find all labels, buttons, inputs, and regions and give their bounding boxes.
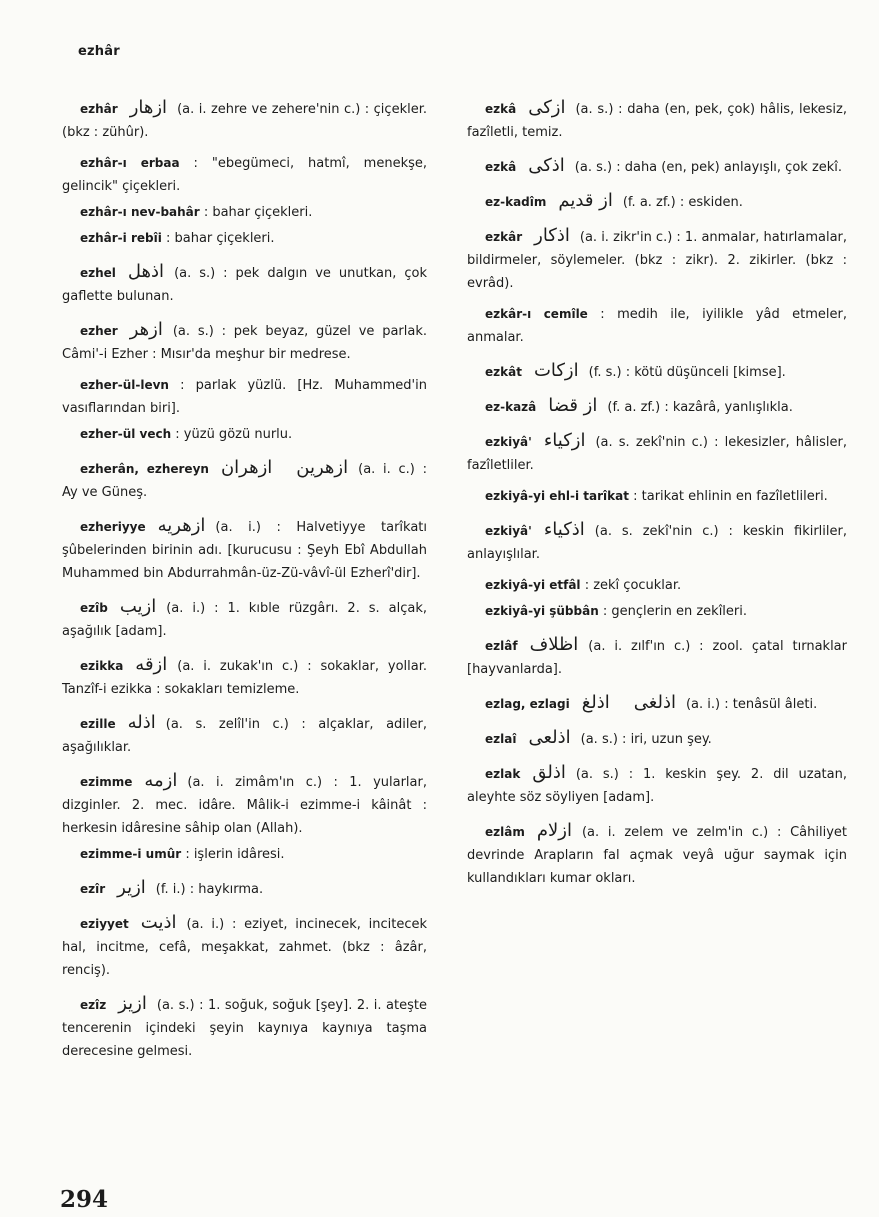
entry-ezheriyye [62,514,427,585]
entry-ez-kadim [467,189,847,214]
arabic-spelling: اذلعى [528,727,571,748]
entry-ezkat [467,359,847,384]
headword: ezherân, ezhereyn [80,462,209,476]
definition: (a. i.) : Halvetiyye tarîkatı şûbelerinden birinin adı. [kurucusu : Şeyh Ebî Abdullah Muhammed bin Abdurrahmân-üz-Zü-vâvî-ül Ezherî'dir]. [62,520,427,581]
entry-ezlaf [467,633,847,681]
definition: (a. s.) : daha (en, pek, çok) hâlis, lekesiz, fazîletli, temiz. [467,102,847,140]
running-head: ezhâr [78,44,120,59]
arabic-spelling: اذهل [127,261,165,282]
headword: ezlag, ezlagi [485,697,570,711]
arabic-spelling: ازهران [220,457,273,478]
arabic-spelling: اذكياء [543,519,585,540]
definition: (f. a. zf.) : kazârâ, yanlışlıkla. [607,400,793,415]
arabic-spelling: اذلق [532,762,566,783]
definition: : medih ile, iyilikle yâd etmeler, anmalar. [467,307,848,345]
entry-ezkar [467,224,847,295]
entry-eziz [62,992,427,1063]
headword: ezkâ [485,160,517,174]
headword: ez-kazâ [485,400,537,414]
definition: (a. s.) : pek dalgın ve unutkan, çok gaflette bulunan. [62,266,427,304]
headword: ezher-ül vech [80,427,172,441]
headword: ezhâr [80,102,118,116]
entry-ezlai [467,726,847,751]
arabic-spelling: اذكار [534,225,570,246]
headword: ezimme-i umûr [80,847,182,861]
arabic-spelling: ازمه [144,770,178,791]
definition: : işlerin idâresi. [185,847,285,862]
definition: (a. s.) : 1. soğuk, soğuk [şey]. 2. i. ateşte tencerenin içindeki şeyin kaynıya kaynıya taşma derecesine gelmesi. [62,998,427,1059]
definition: : bahar çiçekleri. [203,205,313,220]
entry-ezimme-i-umur [62,843,427,866]
arabic-spelling: ازلام [536,820,572,841]
headword: ezkiyâ-yi ehl-i tarîkat [485,489,629,503]
arabic-spelling: ازير [117,877,146,898]
headword: ezhel [80,266,116,280]
headword: ezhâr-ı nev-bahâr [80,205,200,219]
definition: (a. i. zılf'ın c.) : zool. çatal tırnaklar [hayvanlarda]. [467,639,847,677]
definition: (a. i. zehre ve zehere'nin c.) : çiçekler. (bkz : zühûr). [62,102,427,140]
definition: (a. s.) : iri, uzun şey. [580,732,712,747]
entry-ezher [62,318,427,366]
arabic-spelling: اظلاف [529,634,579,655]
headword: ezîz [80,998,107,1012]
entry-ezkiya-yi-etfal [467,574,847,597]
arabic-spelling: ازكى [528,97,566,118]
entry-ezlak [467,761,847,809]
arabic-spelling: اذكى [528,155,565,176]
entry-ezhar-i-erbaa [62,152,427,198]
headword: ezher-ül-levn [80,378,169,392]
entry-ezkiya-1 [467,429,847,477]
headword: ezkâ [485,102,517,116]
entry-ez-kaza [467,394,847,419]
entry-eziyyet [62,911,427,982]
entry-ezir [62,876,427,901]
headword: ezkâr-ı cemîle [485,307,588,321]
headword: ezîr [80,882,106,896]
page-number: 294 [60,1186,109,1213]
definition: (a. i. zelem ve zelm'in c.) : Câhiliyet devrinde Arapların fal açmak veyâ uğur saymak için kullandıkları kumar okları. [467,825,847,886]
definition: : zekî çocuklar. [584,578,682,593]
entry-ezka-2 [467,154,847,179]
headword: ezkiyâ' [485,435,532,449]
headword: ezheriyye [80,520,146,534]
headword: ezille [80,717,116,731]
definition: (a. i. c.) : Ay ve Güneş. [62,462,427,500]
entry-ezkiya-yi-subban [467,600,847,623]
entry-ezhar [62,96,427,144]
definition: (a. s. zelîl'in c.) : alçaklar, adiler, aşağılıklar. [62,717,427,755]
arabic-spelling: ازقه [135,654,168,675]
definition: (a. i. zukak'ın c.) : sokaklar, yollar. Tanzîf-i ezikka : sokakları temizleme. [62,659,427,697]
headword: ezhâr-ı erbaa [80,156,180,170]
arabic-spelling: ازهريه [157,515,206,536]
entry-ezimme [62,769,427,840]
headword: ezkiyâ-yi şübbân [485,604,599,618]
definition: (a. s. zekî'nin c.) : keskin fikirliler, anlayışlılar. [467,524,847,562]
headword: ezlâm [485,825,525,839]
definition: : bahar çiçekleri. [165,231,275,246]
entry-ezlag [467,691,847,716]
arabic-spelling: ازهار [129,97,168,118]
headword: ezkâr [485,230,523,244]
definition: (f. a. zf.) : eskiden. [622,195,743,210]
left-column [62,96,427,1071]
right-column [467,96,847,898]
entry-ezkiya-2 [467,518,847,566]
definition: : parlak yüzlü. [Hz. Muhammed'in vasıflarından biri]. [62,378,427,416]
entry-ezka-1 [467,96,847,144]
headword: ezlâf [485,639,518,653]
entry-ezher-ul-vech [62,423,427,446]
definition: : yüzü gözü nurlu. [175,427,293,442]
arabic-spelling: از قضا [548,395,598,416]
entry-ezib [62,595,427,643]
definition: (a. i. zikr'in c.) : 1. anmalar, hatırlamalar, bildirmeler, söylemeler. (bkz : zikr). 2. zikirler. (bkz : evrâd). [467,230,848,291]
definition: (f. i.) : haykırma. [155,882,264,897]
entry-ezille [62,711,427,759]
arabic-spelling: از قديم [558,190,613,211]
arabic-spelling-alt: ازهرين [296,457,349,478]
definition: : tarikat ehlinin en fazîletlileri. [633,489,828,504]
headword: ezîb [80,601,108,615]
headword: eziyyet [80,917,129,931]
entry-ezheran [62,456,427,504]
entry-ezkar-i-cemile [467,303,847,349]
definition: (f. s.) : kötü düşünceli [kimse]. [588,365,786,380]
arabic-spelling: ازيب [119,596,157,617]
arabic-spelling: اذله [127,712,156,733]
definition: (a. i.) : tenâsül âleti. [685,697,818,712]
headword: ezlak [485,767,521,781]
arabic-spelling: اذيت [140,912,177,933]
entry-ezikka [62,653,427,701]
headword: ez-kadîm [485,195,547,209]
arabic-spelling: ازكياء [543,430,586,451]
arabic-spelling: اذلغ [581,692,610,713]
headword: ezkiyâ-yi etfâl [485,578,581,592]
definition: : "ebegümeci, hatmî, menekşe, gelincik" çiçekleri. [62,156,428,194]
headword: ezkiyâ' [485,524,532,538]
definition: (a. i. zimâm'ın c.) : 1. yularlar, dizginler. 2. mec. idâre. Mâlik-i ezimme-i kâinât : herkesin idâresine sâhip olan (Allah). [62,775,427,836]
entry-ezkiya-yi-ehl-i-tarikat [467,485,847,508]
definition: (a. s. zekî'nin c.) : lekesizler, hâlisler, fazîletliler. [467,435,847,473]
arabic-spelling: ازكات [533,360,579,381]
entry-ezhar-i-nev-bahar [62,201,427,224]
definition: (a. i.) : eziyet, incinecek, incitecek hal, incitme, cefâ, meşakkat, zahmet. (bkz : âzâr, renciş). [62,917,427,978]
headword: ezimme [80,775,133,789]
definition: : gençlerin en zekîleri. [602,604,748,619]
arabic-spelling-alt: اذلغى [633,692,676,713]
definition: (a. s.) : 1. keskin şey. 2. dil uzatan, aleyhte söz söyliyen [adam]. [467,767,847,805]
headword: ezkât [485,365,522,379]
definition: (a. s.) : pek beyaz, güzel ve parlak. Câmi'-i Ezher : Mısır'da meşhur bir medrese. [62,324,427,362]
entry-ezhel [62,260,427,308]
arabic-spelling: ازهر [129,319,163,340]
entry-ezher-ul-levn [62,374,427,420]
headword: ezlaî [485,732,517,746]
entry-ezhar-i-rebii [62,227,427,250]
definition: (a. s.) : daha (en, pek) anlayışlı, çok zekî. [574,160,843,175]
definition: (a. i.) : 1. kıble rüzgârı. 2. s. alçak, aşağılık [adam]. [62,601,427,639]
headword: ezikka [80,659,124,673]
headword: ezher [80,324,118,338]
headword: ezhâr-i rebîi [80,231,162,245]
arabic-spelling: ازيز [118,993,147,1014]
entry-ezlam [467,819,847,890]
